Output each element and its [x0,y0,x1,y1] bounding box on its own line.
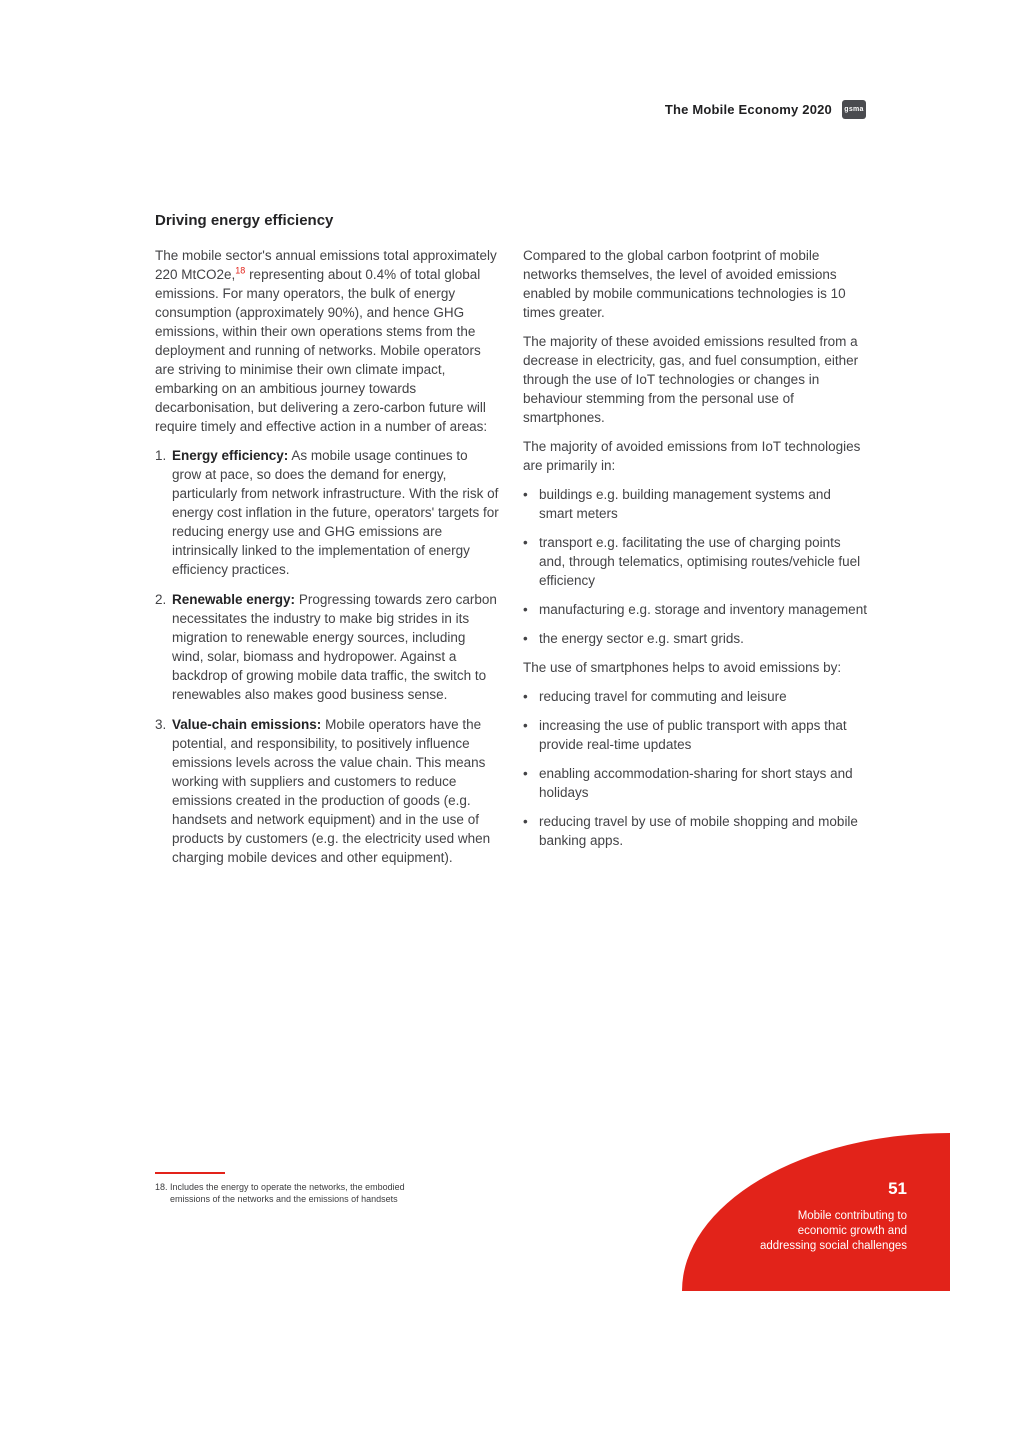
paragraph: The majority of these avoided emissions resulted from a decrease in electricity, gas, and fuel consumption, either through the use of IoT technologies or changes in behaviour stemming from the personal use of smartphones. [523,334,859,425]
gsma-logo-icon: gsma [842,100,866,119]
bullet-item [523,716,868,754]
numbered-item-2 [155,590,500,704]
footer-caption-line: addressing social challenges [759,1240,907,1252]
bullet-item [523,764,868,802]
item-body [172,590,500,704]
paragraph: The use of smartphones helps to avoid emissions by: [523,660,842,675]
bullet-icon: • [523,814,528,829]
bullet-text: reducing travel for commuting and leisure [539,689,787,704]
footnote-divider [155,1172,225,1174]
item-text: As mobile usage continues to grow at pace, so does the demand for energy, particularly from network infrastructure. With the risk of energy cost inflation in the future, operators' targets for reducing energy use and GHG emissions are intrinsically linked to the implementation of energy efficiency practices. [172,448,499,577]
bullet-text: the energy sector e.g. smart grids. [539,631,744,646]
bullet-icon: • [523,631,528,646]
item-title: Energy efficiency: [172,448,289,463]
bullet-text: increasing the use of public transport with apps that provide real-time updates [539,718,847,752]
intro-text-continued: representing about 0.4% of total global emissions. For many operators, the bulk of energy consumption (approximately 90%), and hence GHG emissions, within their own operations stems from the deployment and running of networks. Mobile operators are striving to minimise their own climate impact, embarking on an ambitious journey towards decarbonisation, but delivering a zero-carbon future will require timely and effective action in a number of areas: [155,267,488,434]
bullet-icon: • [523,689,528,704]
footnote [155,1181,405,1205]
bullet-icon: • [523,487,528,502]
corner-content [760,1179,907,1254]
bullet-item [523,629,868,648]
bullet-icon: • [523,535,528,550]
footnote-reference: 18 [235,265,246,276]
item-text: Mobile operators have the potential, and responsibility, to positively influence emissions levels across the value chain. This means working with suppliers and customers to reduce emissions created in the production of goods (e.g. handsets and network equipment) and in the use of products by customers (e.g. the electricity used when charging mobile devices and other equipment). [172,717,491,865]
footer-caption [760,1209,907,1254]
footer-caption-line: economic growth and [797,1225,907,1237]
main-content [155,212,871,878]
footnote-number: 18. [155,1182,168,1192]
report-title: The Mobile Economy 2020 [664,102,832,117]
numbered-item-1 [155,446,500,579]
bullet-icon: • [523,766,528,781]
bullet-item [523,812,868,850]
item-number: 2. [155,592,167,607]
bullet-item [523,600,868,619]
paragraph: The majority of avoided emissions from IoT technologies are primarily in: [523,439,861,473]
left-column [155,246,500,878]
item-body [172,715,500,867]
bullet-text: manufacturing e.g. storage and inventory management [539,602,867,617]
intro-text: The mobile sector's annual emissions total approximately 220 MtCO2e, [155,248,497,282]
right-column [523,246,868,878]
corner-shape [682,1133,950,1291]
paragraph: Compared to the global carbon footprint of mobile networks themselves, the level of avoided emissions enabled by mobile communications technologies is 10 times greater. [523,248,846,320]
bullet-text: buildings e.g. building management systems and smart meters [539,487,831,521]
item-body [172,446,500,579]
bullet-text: transport e.g. facilitating the use of charging points and, through telematics, optimising routes/vehicle fuel efficiency [539,535,861,588]
bullet-text: reducing travel by use of mobile shopping and mobile banking apps. [539,814,858,848]
footer-caption-line: Mobile contributing to [797,1210,907,1222]
two-column-layout [155,246,871,878]
page-header [665,100,866,119]
footnote-text: Includes the energy to operate the networks, the embodied emissions of the networks and the emissions of handsets [170,1182,405,1204]
page-number: 51 [888,1179,907,1198]
bullet-text: enabling accommodation-sharing for short stays and holidays [539,766,853,800]
bullet-item [523,485,868,523]
bullet-icon: • [523,602,528,617]
section-heading: Driving energy efficiency [155,212,334,229]
intro-paragraph [155,246,500,436]
item-number: 1. [155,448,167,463]
item-title: Renewable energy: [172,592,296,607]
item-number: 3. [155,717,167,732]
item-text: Progressing towards zero carbon necessitates the industry to make big strides in its migration to renewable energy sources, including wind, solar, biomass and hydropower. Against a backdrop of growing mobile data traffic, the switch to renewables also makes good business sense. [172,592,497,702]
item-title: Value-chain emissions: [172,717,322,732]
bullet-item [523,533,868,590]
bullet-item [523,687,868,706]
bullet-icon: • [523,718,528,733]
numbered-item-3 [155,715,500,867]
